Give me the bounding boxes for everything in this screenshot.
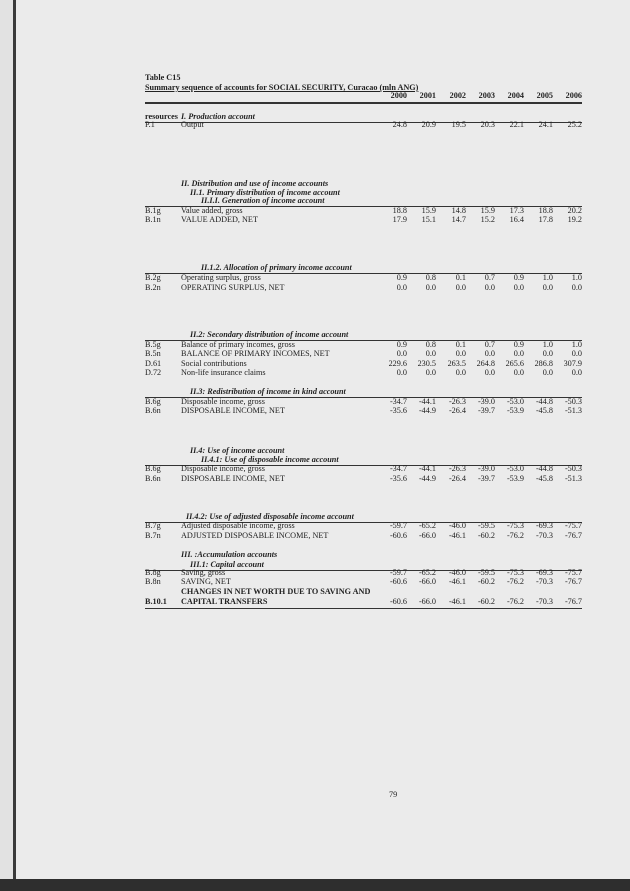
cell-value: 0.7 [484, 273, 495, 282]
cell-value: 15.1 [421, 215, 436, 224]
cell-value: -39.0 [477, 397, 495, 406]
cell-value: 0.0 [542, 368, 553, 377]
cell-value: -59.5 [477, 521, 495, 530]
cell-value: 0.0 [513, 349, 524, 358]
cell-value: -76.2 [506, 577, 524, 586]
cell-value: 0.0 [396, 283, 407, 292]
cell-value: 14.7 [451, 215, 466, 224]
row-label: Non-life insurance claims [181, 368, 266, 377]
cell-value: -75.7 [564, 521, 582, 530]
section-heading: II. Distribution and use of income accounts [181, 179, 329, 188]
cell-value: 0.9 [396, 340, 407, 349]
cell-value: -53.0 [506, 397, 524, 406]
cell-value: 15.9 [480, 206, 495, 215]
cell-value: 0.7 [484, 340, 495, 349]
row-code: D.61 [145, 359, 162, 368]
cell-value: 1.0 [542, 340, 553, 349]
scan-edge-bottom [0, 879, 630, 891]
cell-value: 0.0 [571, 368, 582, 377]
cell-value: -60.6 [389, 531, 407, 540]
row-label: SAVING, NET [181, 577, 231, 586]
cell-value: 229.6 [388, 359, 407, 368]
row-label: DISPOSABLE INCOME, NET [181, 406, 285, 415]
scan-margin [0, 0, 13, 891]
header-rule [145, 102, 582, 104]
cell-value: -35.6 [389, 406, 407, 415]
cell-value: -66.0 [418, 577, 436, 586]
cell-value: 307.9 [563, 359, 582, 368]
cell-value: -66.0 [418, 531, 436, 540]
cell-value: -75.3 [506, 568, 524, 577]
section-heading: II.3: Redistribution of income in kind account [190, 387, 346, 396]
cell-value: 1.0 [571, 340, 582, 349]
cell-value: -76.7 [564, 577, 582, 586]
section-heading: I. Production account [181, 112, 255, 121]
cell-value: 20.3 [480, 120, 495, 129]
cell-value: 0.0 [425, 368, 436, 377]
scan-edge [13, 0, 16, 880]
cell-value: -75.7 [564, 568, 582, 577]
cell-value: -44.9 [418, 406, 436, 415]
cell-value: 0.0 [542, 349, 553, 358]
cell-value: -44.8 [535, 464, 553, 473]
row-label: Adjusted disposable income, gross [181, 521, 295, 530]
cell-value: 19.5 [451, 120, 466, 129]
cell-value: 0.8 [425, 340, 436, 349]
row-code: D.72 [145, 368, 162, 377]
year-header: 2002 [449, 91, 466, 100]
row-code: B.7n [145, 531, 161, 540]
cell-value: 0.0 [513, 368, 524, 377]
section-heading: II.1. Primary distribution of income account [190, 188, 340, 197]
cell-value: 264.8 [476, 359, 495, 368]
cell-value: 1.0 [542, 273, 553, 282]
row-label: Operating surplus, gross [181, 273, 261, 282]
year-header: 2001 [419, 91, 436, 100]
cell-value: 0.0 [425, 283, 436, 292]
row-code: B.8n [145, 577, 161, 586]
row-code: B.5g [145, 340, 161, 349]
cell-value: 22.1 [509, 120, 524, 129]
cell-value: -65.2 [418, 521, 436, 530]
section-heading: II.I.I. Generation of income account [201, 196, 325, 205]
row-code: P.1 [145, 120, 155, 129]
row-code: B.6g [145, 397, 161, 406]
cell-value: -60.2 [477, 577, 495, 586]
year-header: 2006 [565, 91, 582, 100]
cell-value: -26.4 [448, 474, 466, 483]
row-label: DISPOSABLE INCOME, NET [181, 474, 285, 483]
row-label: Output [181, 120, 204, 129]
cell-value: 0.0 [396, 368, 407, 377]
section-heading: II.1.2. Allocation of primary income account [201, 263, 352, 272]
cell-value: -70.3 [535, 597, 553, 606]
row-code: B.2g [145, 273, 161, 282]
section-heading: II.4: Use of income account [190, 446, 285, 455]
cell-value: 14.8 [451, 206, 466, 215]
year-header: 2003 [478, 91, 495, 100]
row-label: BALANCE OF PRIMARY INCOMES, NET [181, 349, 330, 358]
row-label: Disposable income, gross [181, 464, 265, 473]
row-label: CHANGES IN NET WORTH DUE TO SAVING AND [181, 587, 371, 596]
year-header: 2000 [390, 91, 407, 100]
cell-value: -76.2 [506, 531, 524, 540]
cell-value: -46.1 [448, 577, 466, 586]
cell-value: 25.2 [567, 120, 582, 129]
cell-value: -76.7 [564, 597, 582, 606]
cell-value: 18.8 [392, 206, 407, 215]
table-title: Summary sequence of accounts for SOCIAL SECURITY, Curacao (mln ANG) [145, 83, 419, 92]
cell-value: -39.0 [477, 464, 495, 473]
cell-value: -60.2 [477, 597, 495, 606]
cell-value: 0.0 [484, 349, 495, 358]
cell-value: 263.5 [447, 359, 466, 368]
cell-value: -70.3 [535, 531, 553, 540]
resources-label: resources [145, 112, 178, 121]
cell-value: -35.6 [389, 474, 407, 483]
cell-value: 0.0 [455, 349, 466, 358]
cell-value: 17.9 [392, 215, 407, 224]
cell-value: 0.9 [513, 273, 524, 282]
cell-value: -59.7 [389, 568, 407, 577]
cell-value: 0.0 [542, 283, 553, 292]
cell-value: 19.2 [567, 215, 582, 224]
cell-value: 0.0 [455, 283, 466, 292]
cell-value: 0.9 [513, 340, 524, 349]
cell-value: 16.4 [509, 215, 524, 224]
row-code: B.1n [145, 215, 161, 224]
cell-value: 15.9 [421, 206, 436, 215]
cell-value: 0.8 [425, 273, 436, 282]
cell-value: -59.5 [477, 568, 495, 577]
cell-value: -26.4 [448, 406, 466, 415]
cell-value: -50.3 [564, 464, 582, 473]
cell-value: -45.8 [535, 474, 553, 483]
row-label: VALUE ADDED, NET [181, 215, 258, 224]
row-label: ADJUSTED DISPOSABLE INCOME, NET [181, 531, 329, 540]
cell-value: -39.7 [477, 474, 495, 483]
cell-value: 0.0 [425, 349, 436, 358]
cell-value: -76.2 [506, 597, 524, 606]
cell-value: -46.1 [448, 531, 466, 540]
cell-value: 0.0 [571, 349, 582, 358]
cell-value: -45.8 [535, 406, 553, 415]
row-code: B.6g [145, 464, 161, 473]
cell-value: 0.0 [396, 349, 407, 358]
cell-value: 24.1 [538, 120, 553, 129]
row-label: CAPITAL TRANSFERS [181, 597, 268, 606]
cell-value: -39.7 [477, 406, 495, 415]
section-heading: II.4.1: Use of disposable income account [201, 455, 339, 464]
row-code: B.7g [145, 521, 161, 530]
table-end-rule [145, 608, 582, 609]
cell-value: 0.1 [455, 273, 466, 282]
page-number: 79 [389, 790, 398, 799]
cell-value: -76.7 [564, 531, 582, 540]
cell-value: 15.2 [480, 215, 495, 224]
cell-value: -65.2 [418, 568, 436, 577]
cell-value: 0.0 [455, 368, 466, 377]
cell-value: -51.3 [564, 474, 582, 483]
cell-value: -69.3 [535, 568, 553, 577]
row-code: B.2n [145, 283, 161, 292]
cell-value: -53.9 [506, 406, 524, 415]
row-label: Disposable income, gross [181, 397, 265, 406]
cell-value: -69.3 [535, 521, 553, 530]
table-id: Table C15 [145, 73, 181, 82]
cell-value: 24.8 [392, 120, 407, 129]
cell-value: -26.3 [448, 397, 466, 406]
row-code: B.10.1 [145, 597, 167, 606]
section-heading: II.4.2: Use of adjusted disposable income account [186, 512, 354, 521]
cell-value: -53.0 [506, 464, 524, 473]
cell-value: -53.9 [506, 474, 524, 483]
cell-value: 17.8 [538, 215, 553, 224]
row-code: B.8g [145, 568, 161, 577]
cell-value: 17.3 [509, 206, 524, 215]
cell-value: 265.6 [505, 359, 524, 368]
year-header: 2004 [507, 91, 524, 100]
year-header: 2005 [536, 91, 553, 100]
cell-value: -59.7 [389, 521, 407, 530]
cell-value: -44.1 [418, 397, 436, 406]
cell-value: -60.6 [389, 577, 407, 586]
cell-value: -60.6 [389, 597, 407, 606]
cell-value: 18.8 [538, 206, 553, 215]
row-label: Social contributions [181, 359, 247, 368]
cell-value: -34.7 [389, 397, 407, 406]
cell-value: 0.1 [455, 340, 466, 349]
cell-value: -51.3 [564, 406, 582, 415]
cell-value: 20.2 [567, 206, 582, 215]
row-label: Saving, gross [181, 568, 226, 577]
cell-value: 0.0 [513, 283, 524, 292]
cell-value: 0.0 [571, 283, 582, 292]
row-label: Value added, gross [181, 206, 243, 215]
cell-value: 0.9 [396, 273, 407, 282]
cell-value: -50.3 [564, 397, 582, 406]
row-code: B.1g [145, 206, 161, 215]
cell-value: 1.0 [571, 273, 582, 282]
cell-value: 20.9 [421, 120, 436, 129]
section-heading: III. :Accumulation accounts [181, 550, 278, 559]
cell-value: -60.2 [477, 531, 495, 540]
cell-value: -70.3 [535, 577, 553, 586]
row-code: B.6n [145, 406, 161, 415]
cell-value: -75.3 [506, 521, 524, 530]
row-code: B.5n [145, 349, 161, 358]
cell-value: -26.3 [448, 464, 466, 473]
row-label: Balance of primary incomes, gross [181, 340, 295, 349]
cell-value: -66.0 [418, 597, 436, 606]
cell-value: -44.9 [418, 474, 436, 483]
cell-value: -44.8 [535, 397, 553, 406]
cell-value: -46.0 [448, 521, 466, 530]
cell-value: -46.0 [448, 568, 466, 577]
row-code: B.6n [145, 474, 161, 483]
row-label: OPERATING SURPLUS, NET [181, 283, 285, 292]
cell-value: -44.1 [418, 464, 436, 473]
cell-value: 0.0 [484, 283, 495, 292]
section-heading: III.1: Capital account [190, 560, 264, 569]
cell-value: 230.5 [417, 359, 436, 368]
cell-value: 286.8 [534, 359, 553, 368]
section-heading: II.2: Secondary distribution of income account [190, 330, 349, 339]
cell-value: 0.0 [484, 368, 495, 377]
cell-value: -46.1 [448, 597, 466, 606]
cell-value: -34.7 [389, 464, 407, 473]
